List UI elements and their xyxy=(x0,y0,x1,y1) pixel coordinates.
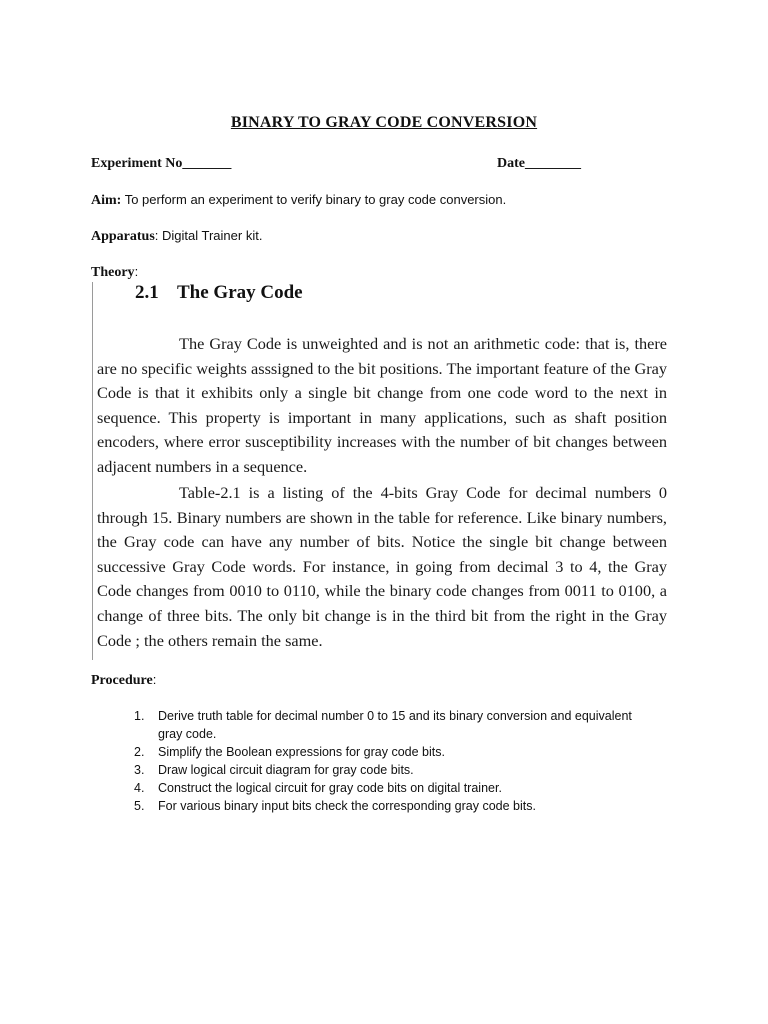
procedure-step xyxy=(134,743,634,761)
procedure-step xyxy=(134,797,634,815)
procedure-step xyxy=(134,707,634,743)
theory-line xyxy=(91,264,138,281)
aim-text: To perform an experiment to verify binary to gray code conversion. xyxy=(121,192,507,207)
paragraph-text: The Gray Code is unweighted and is not an arithmetic code: that is, there are no specific weights asssigned to the bit positions. The important feature of the Gray Code is that it exhibits only a single bit change from one code word to the next in sequence. This property is important in many applications, such as shaft position encoders, where error susceptibility increases with the number of bit changes between adjacent numbers in a sequence. xyxy=(97,334,667,476)
step-number: 5. xyxy=(134,799,145,813)
theory-colon: : xyxy=(134,264,139,279)
step-number: 3. xyxy=(134,763,145,777)
procedure-line xyxy=(91,672,156,689)
experiment-number-field: Experiment No_______ xyxy=(91,156,232,171)
procedure-colon: : xyxy=(152,672,157,687)
aim-line xyxy=(91,192,506,209)
theory-label: Theory xyxy=(91,265,135,280)
procedure-step xyxy=(134,761,634,779)
section-number: 2.1 xyxy=(135,282,159,303)
step-number: 1. xyxy=(134,709,145,723)
section-title: The Gray Code xyxy=(177,282,303,303)
step-text: Derive truth table for decimal number 0 to 15 and its binary conversion and equivalent gray code. xyxy=(158,709,632,741)
aim-label: Aim: xyxy=(91,193,122,208)
theory-paragraph-2 xyxy=(97,481,667,653)
apparatus-label: Apparatus xyxy=(91,229,155,244)
paragraph-text: Table-2.1 is a listing of the 4-bits Gray Code for decimal numbers 0 through 15. Binary numbers are shown in the table for reference. Like binary numbers, the Gray code can have any number of bits. Notice the single bit change between successive Gray Code words. For instance, in going from decimal 3 to 4, the Gray Code changes from 0010 to 0110, while the binary code changes from 0011 to 0100, a change of three bits. The only bit change is in the third bit from the right in the Gray Code ; the others remain the same. xyxy=(97,483,667,650)
step-number: 4. xyxy=(134,781,145,795)
date-field: Date________ xyxy=(497,156,581,171)
step-text: Draw logical circuit diagram for gray code bits. xyxy=(158,763,414,777)
theory-excerpt xyxy=(92,282,683,660)
procedure-step xyxy=(134,779,634,797)
step-number: 2. xyxy=(134,745,145,759)
step-text: Simplify the Boolean expressions for gray code bits. xyxy=(158,745,445,759)
theory-paragraph-1 xyxy=(97,332,667,480)
apparatus-text: : Digital Trainer kit. xyxy=(154,228,263,243)
section-heading xyxy=(135,282,303,304)
procedure-label: Procedure xyxy=(91,673,153,688)
document-title: BINARY TO GRAY CODE CONVERSION xyxy=(230,114,538,131)
step-text: For various binary input bits check the corresponding gray code bits. xyxy=(158,799,536,813)
step-text: Construct the logical circuit for gray code bits on digital trainer. xyxy=(158,781,502,795)
apparatus-line xyxy=(91,228,262,245)
procedure-steps xyxy=(134,707,634,815)
